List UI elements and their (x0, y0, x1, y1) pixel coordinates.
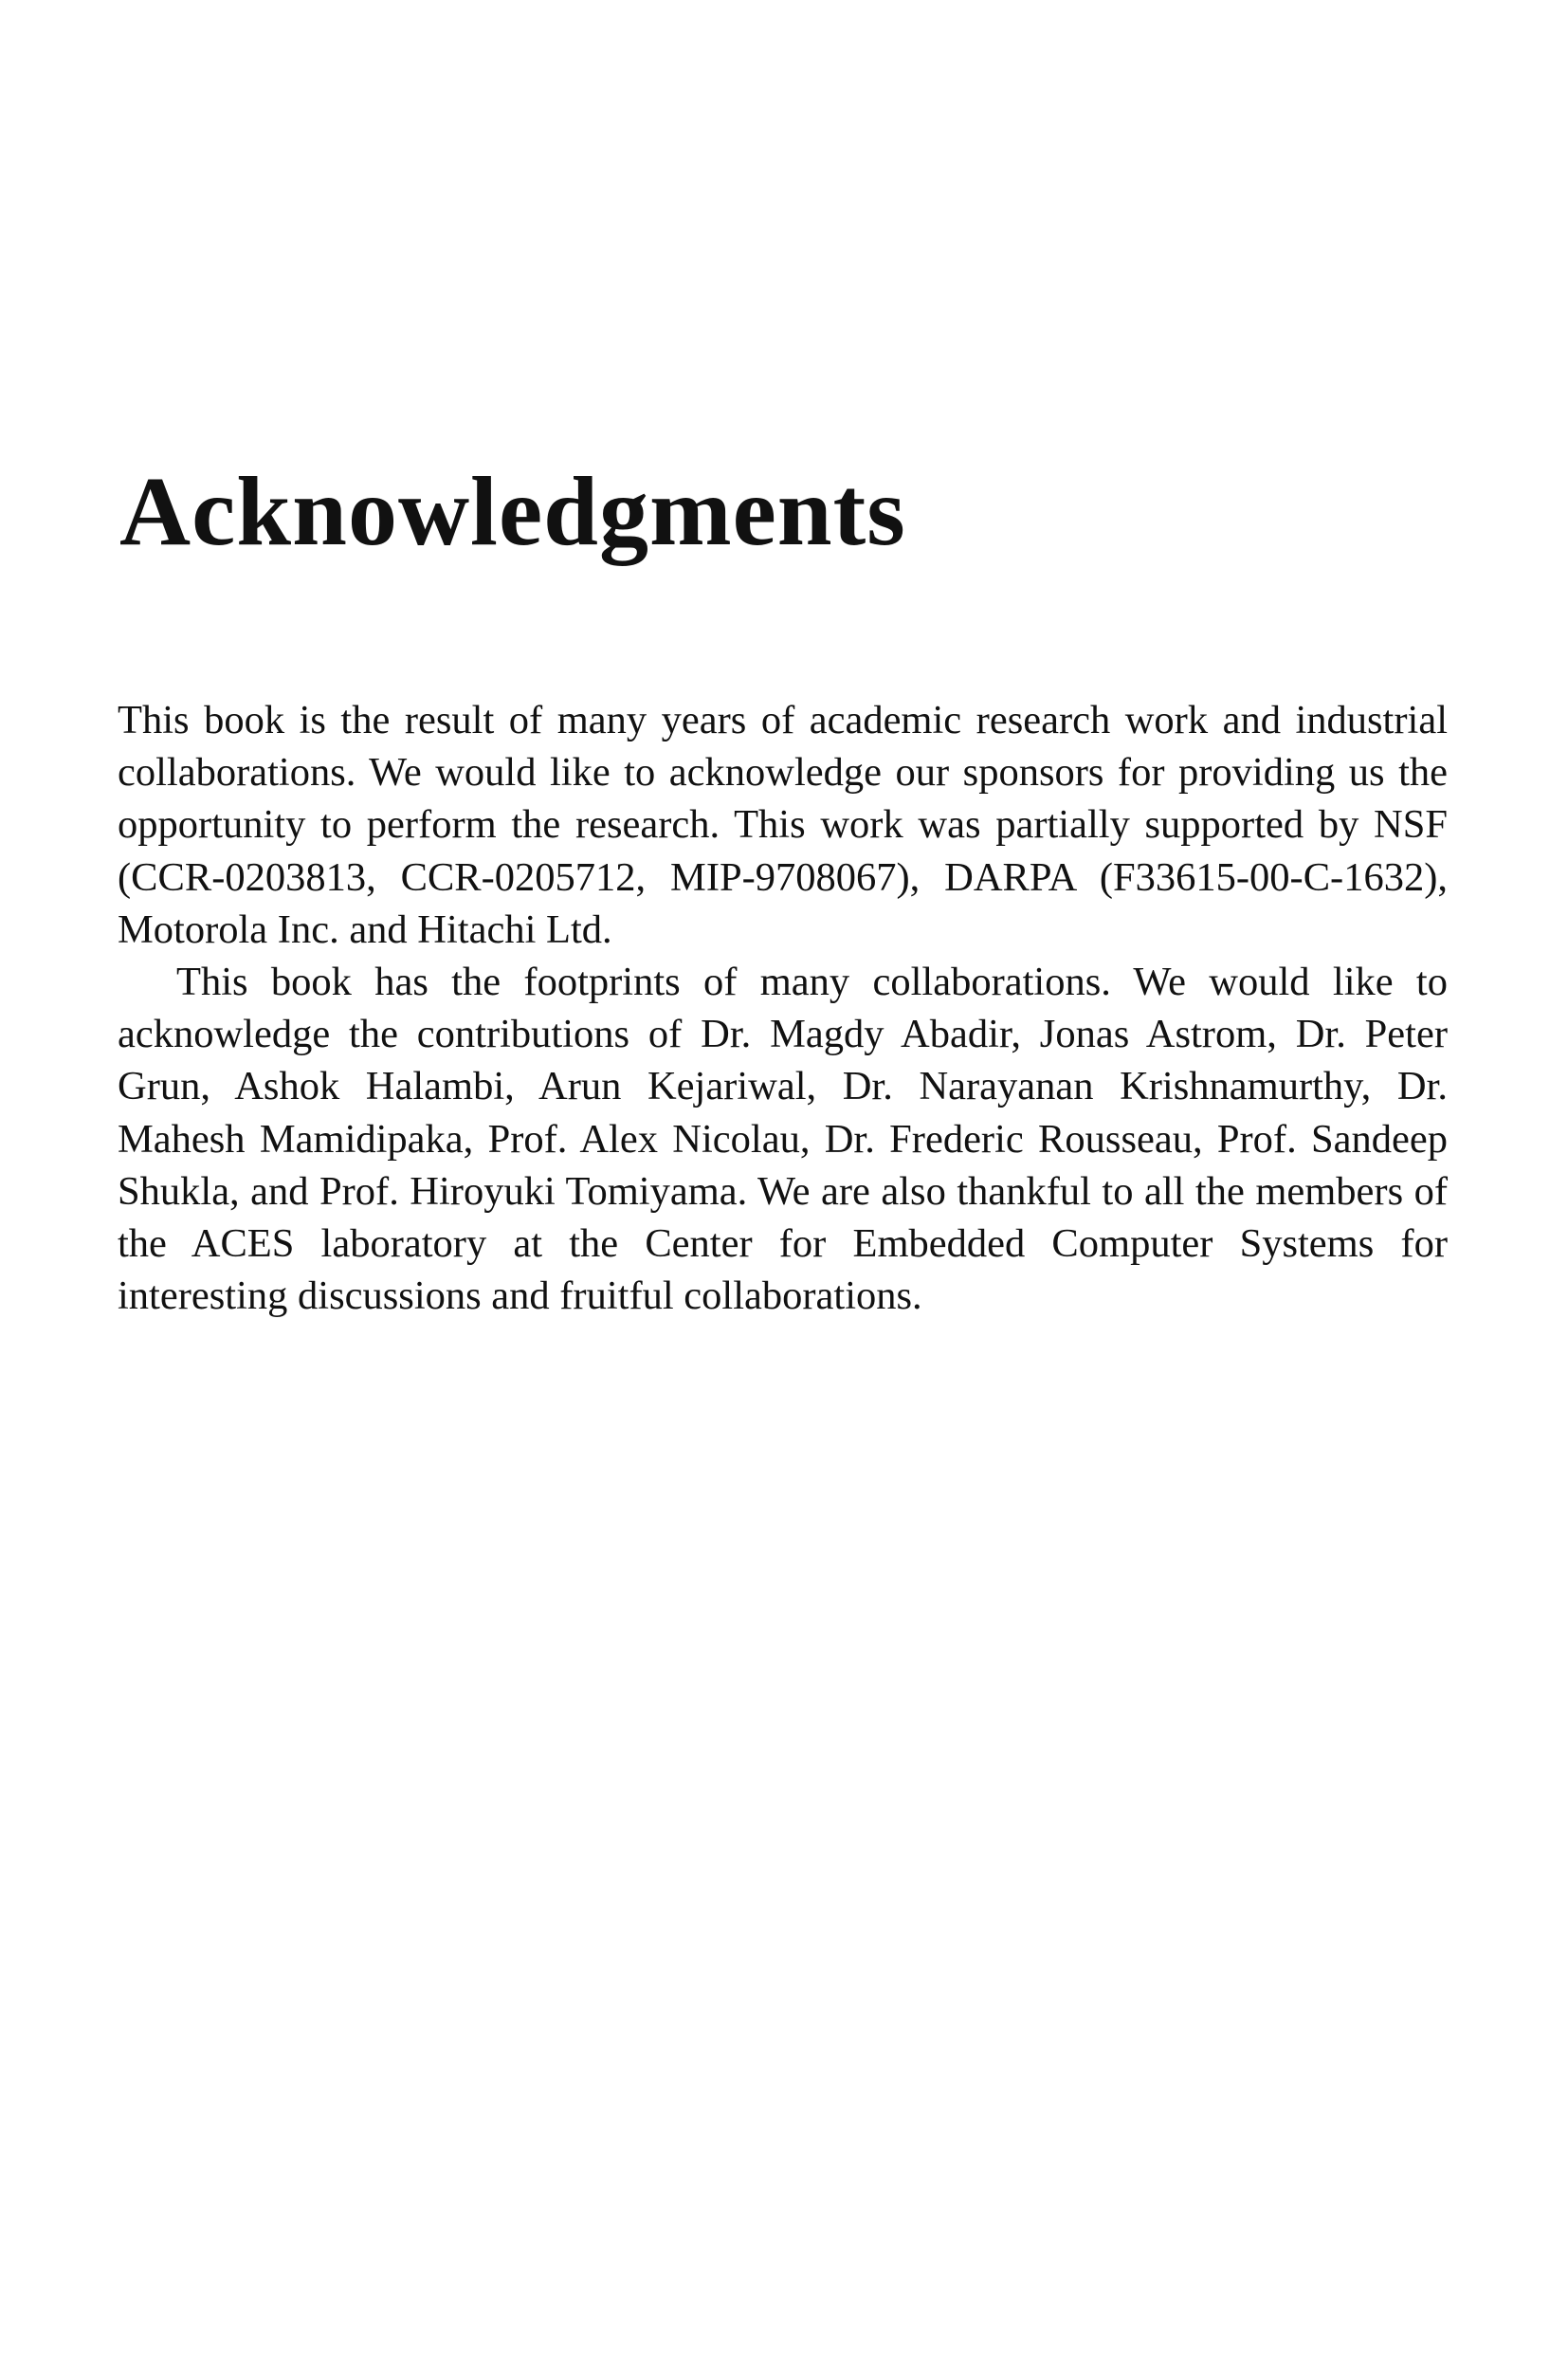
chapter-title: Acknowledgments (119, 457, 906, 566)
paragraph-collaborators: This book has the footprints of many collaborations. We would like to acknowledge the contributions of Dr. Magdy Abadir, Jonas Astrom, Dr. Peter Grun, Ashok Halambi, Arun Kejariwal, Dr. Narayanan Krishnamurthy, Dr. Mahesh Mamidipaka, Prof. Alex Nicolau, Dr. Frederic Rousseau, Prof. Sandeep Shukla, and Prof. Hiroyuki Tomiyama. We are also thankful to all the members of the ACES laboratory at the Center for Embedded Computer Systems for interesting discussions and fruitful collaborations. (118, 960, 1448, 1319)
body-text (118, 694, 1448, 1322)
paragraph-sponsors: This book is the result of many years of academic research work and industrial collaborations. We would like to acknowledge our sponsors for providing us the opportunity to perform the research. This work was partially supported by NSF (CCR-0203813, CCR-0205712, MIP-9708067), DARPA (F33615-00-C-1632), Motorola Inc. and Hitachi Ltd. (118, 698, 1448, 952)
